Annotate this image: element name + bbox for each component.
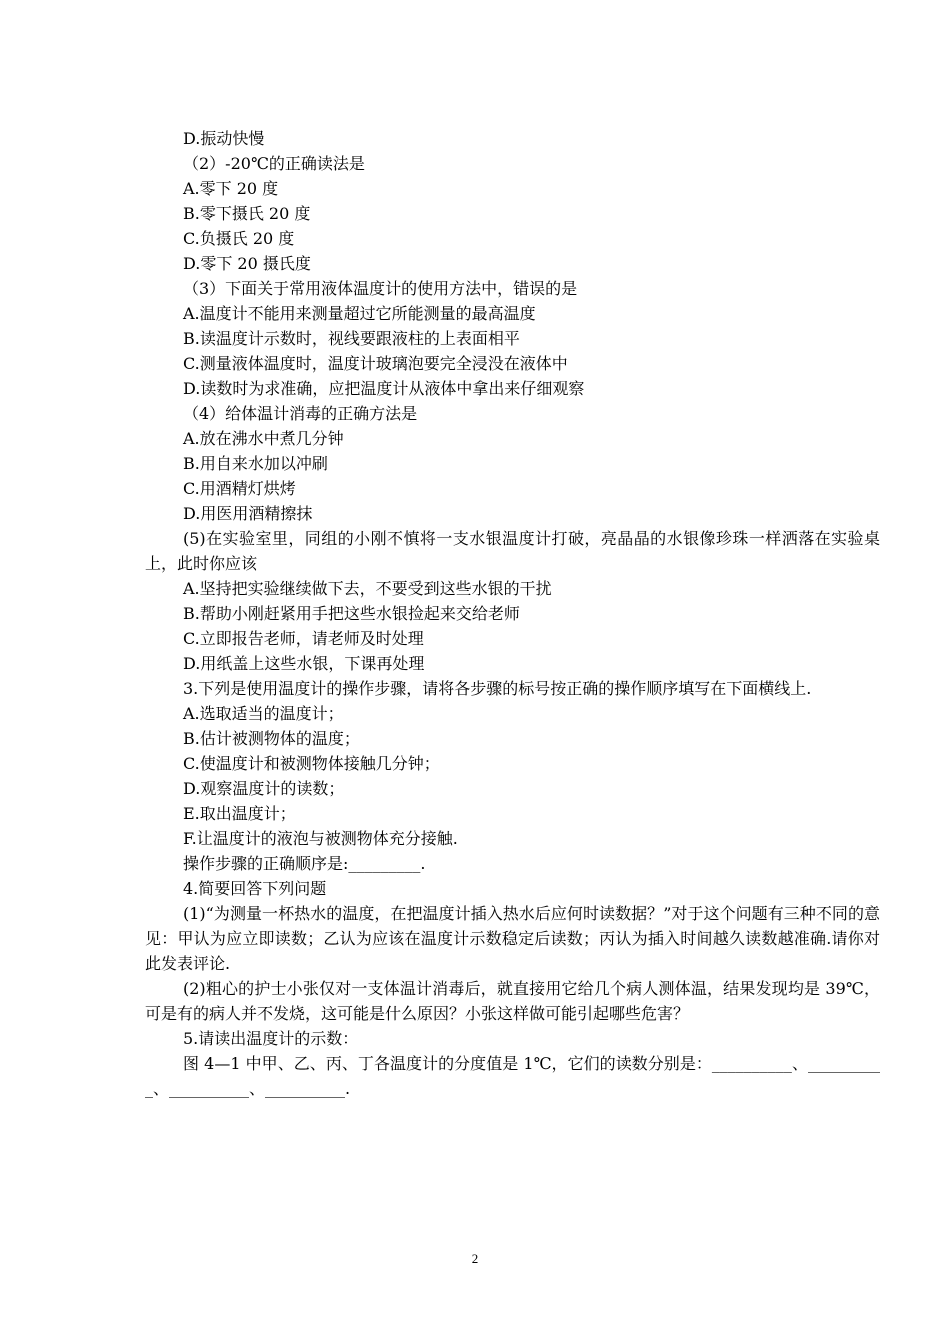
sub2-option: B.零下摄氏 20 度 xyxy=(183,204,311,223)
sub3-stem: （3）下面关于常用液体温度计的使用方法中，错误的是 xyxy=(183,279,578,298)
q3-step: D.观察温度计的读数； xyxy=(183,779,345,798)
sub2-stem: （2）-20℃的正确读法是 xyxy=(183,154,365,173)
sub5-option: C.立即报告老师，请老师及时处理 xyxy=(183,629,424,648)
sub3-option: C.测量液体温度时，温度计玻璃泡要完全浸没在液体中 xyxy=(183,354,568,373)
sub4-option: A.放在沸水中煮几分钟 xyxy=(183,429,344,448)
sub2-option: A.零下 20 度 xyxy=(183,179,279,198)
q3-stem: 3.下列是使用温度计的操作步骤，请将各步骤的标号按正确的操作顺序填写在下面横线上. xyxy=(183,679,812,698)
sub4-option: D.用医用酒精擦抹 xyxy=(183,504,313,523)
q5-body: 图 4—1 中甲、乙、丙、丁各温度计的分度值是 1℃，它们的读数分别是：__________、__________、__________、__________. xyxy=(145,1054,880,1098)
sub5-stem: (5)在实验室里，同组的小刚不慎将一支水银温度计打破，亮晶晶的水银像珍珠一样洒落在实验桌上，此时你应该 xyxy=(145,529,880,573)
q4-sub1: (1)“为测量一杯热水的温度，在把温度计插入热水后应何时读数据？”对于这个问题有三种不同的意见：甲认为应立即读数；乙认为应该在温度计示数稳定后读数；丙认为插入时间越久读数越准确.请你对此发表评论. xyxy=(145,904,880,973)
q3-step: C.使温度计和被测物体接触几分钟； xyxy=(183,754,440,773)
sub5-option: D.用纸盖上这些水银，下课再处理 xyxy=(183,654,425,673)
sub3-option: A.温度计不能用来测量超过它所能测量的最高温度 xyxy=(183,304,536,323)
q3-step: F.让温度计的液泡与被测物体充分接触. xyxy=(183,829,458,848)
q5-stem: 5.请读出温度计的示数： xyxy=(183,1029,359,1048)
q3-answer-line: 操作步骤的正确顺序是:_________. xyxy=(183,854,426,873)
sub5-option: A.坚持把实验继续做下去，不要受到这些水银的干扰 xyxy=(183,579,552,598)
sub5-option: B.帮助小刚赶紧用手把这些水银捡起来交给老师 xyxy=(183,604,520,623)
sub4-option: C.用酒精灯烘烤 xyxy=(183,479,296,498)
sub3-option: D.读数时为求准确，应把温度计从液体中拿出来仔细观察 xyxy=(183,379,585,398)
q4-stem: 4.简要回答下列问题 xyxy=(183,879,327,898)
q3-step: A.选取适当的温度计； xyxy=(183,704,344,723)
sub3-option: B.读温度计示数时，视线要跟液柱的上表面相平 xyxy=(183,329,520,348)
page-content xyxy=(145,126,880,1101)
sub2-option: D.零下 20 摄氏度 xyxy=(183,254,311,273)
q3-step: E.取出温度计； xyxy=(183,804,296,823)
sub4-option: B.用自来水加以冲刷 xyxy=(183,454,328,473)
q2-option-d: D.振动快慢 xyxy=(183,129,265,148)
page-number: 2 xyxy=(471,1251,479,1266)
q3-step: B.估计被测物体的温度； xyxy=(183,729,360,748)
sub4-stem: （4）给体温计消毒的正确方法是 xyxy=(183,404,418,423)
sub2-option: C.负摄氏 20 度 xyxy=(183,229,295,248)
q4-sub2: (2)粗心的护士小张仅对一支体温计消毒后，就直接用它给几个病人测体温，结果发现均是 39℃，可是有的病人并不发烧，这可能是什么原因？小张这样做可能引起哪些危害？ xyxy=(145,979,880,1023)
